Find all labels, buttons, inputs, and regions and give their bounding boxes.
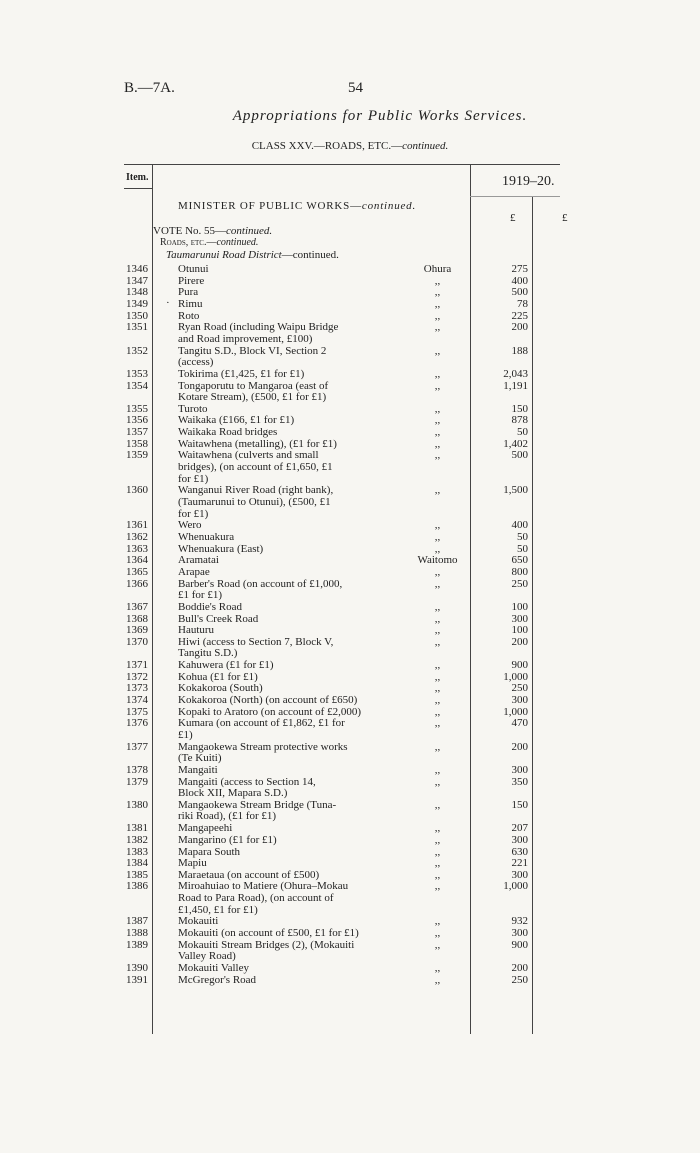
- item-number: 1348: [126, 286, 148, 299]
- item-number: 1378: [126, 763, 148, 776]
- item-column-header: Item.: [126, 172, 149, 183]
- item-number: 1358: [126, 437, 148, 450]
- item-number: 1351: [126, 321, 148, 334]
- district-name: ,,: [434, 973, 441, 986]
- item-number: 1360: [126, 484, 148, 497]
- district-name: ,,: [434, 321, 441, 334]
- item-amount: 400: [511, 519, 528, 532]
- item-amount: 300: [511, 763, 528, 776]
- district-name: ,,: [434, 309, 441, 322]
- item-description: Mangaiti: [178, 763, 218, 776]
- district-name: ,,: [434, 962, 441, 974]
- item-amount: 1,000: [503, 705, 528, 718]
- district-name: ,,: [434, 600, 441, 613]
- item-description: Wanganui River Road (right bank), (Taumarunui to Otunui), (£500, £1 for £1): [178, 484, 334, 520]
- district-name: ,,: [434, 379, 441, 392]
- district-name: ,,: [434, 612, 441, 625]
- item-amount: 100: [511, 600, 528, 613]
- item-description: Waikaka Road bridges: [178, 426, 278, 439]
- item-description: Kokakoroa (North) (on account of £650): [178, 694, 358, 707]
- pound-sign-left: £: [510, 212, 516, 224]
- district-heading-suffix: —continued.: [281, 249, 339, 261]
- item-number: 1375: [126, 705, 148, 718]
- class-heading-suffix: continued.: [402, 140, 449, 152]
- item-description: Kokakoroa (South): [178, 682, 263, 695]
- district-name: ,,: [434, 344, 441, 357]
- item-description: Turoto: [178, 402, 208, 415]
- item-number: 1352: [126, 344, 148, 357]
- item-number: 1386: [126, 880, 148, 893]
- item-amount: 932: [511, 915, 528, 928]
- item-amount: 470: [511, 717, 528, 730]
- item-number: 1372: [126, 670, 148, 683]
- item-amount: 188: [511, 344, 528, 357]
- item-amount: 900: [511, 938, 528, 951]
- district-name: ,,: [434, 274, 441, 287]
- item-amount: 2,043: [503, 367, 528, 380]
- district-name: ,,: [434, 542, 441, 555]
- district-name: ,,: [434, 437, 441, 450]
- district-name: ,,: [434, 845, 441, 858]
- item-description: Tongaporutu to Mangaroa (east of Kotare Stream), (£500, £1 for £1): [178, 379, 329, 404]
- item-description: Hiwi (access to Section 7, Block V, Tangitu S.D.): [178, 635, 334, 660]
- district-name: ,,: [434, 449, 441, 462]
- district-name: ,,: [434, 880, 441, 893]
- district-name: ,,: [434, 763, 441, 776]
- document-reference: B.—7A.: [124, 80, 175, 96]
- item-description: Kahuwera (£1 for £1): [178, 659, 274, 672]
- year-underline: [470, 196, 560, 197]
- district-name: ,,: [434, 822, 441, 835]
- header-bottom-rule: [124, 188, 152, 189]
- item-amount: 207: [511, 822, 528, 835]
- district-name: ,,: [434, 367, 441, 380]
- item-number: 1366: [126, 577, 148, 590]
- district-name: ,,: [434, 868, 441, 881]
- item-amount: 300: [511, 612, 528, 625]
- district-name: ,,: [434, 775, 441, 788]
- item-number: 1382: [126, 833, 148, 846]
- district-name: ,,: [434, 530, 441, 543]
- item-amount: 800: [511, 565, 528, 578]
- item-amount: 78: [517, 297, 528, 310]
- roads-heading-suffix: continued.: [216, 237, 259, 248]
- item-description: Arapae: [178, 565, 210, 578]
- item-description: Hauturu: [178, 624, 215, 637]
- item-number: 1388: [126, 927, 148, 940]
- item-number: 1379: [126, 775, 148, 788]
- item-description: Ryan Road (including Waipu Bridge and Road improvement, £100): [178, 321, 339, 345]
- item-number: 1391: [126, 973, 148, 986]
- item-description: Mangaokewa Stream protective works (Te Kuiti): [178, 740, 348, 765]
- item-description: Whenuakura: [178, 530, 235, 543]
- item-amount: 300: [511, 833, 528, 846]
- item-description: Tokirima (£1,425, £1 for £1): [178, 367, 305, 380]
- item-amount: 200: [511, 635, 528, 648]
- item-amount: 150: [511, 798, 528, 811]
- district-name: ,,: [434, 857, 441, 870]
- item-description: Miroahuiao to Matiere (Ohura–Mokau Road to Para Road), (on account of £1,450, £1 for £1): [178, 880, 349, 916]
- year-column-header: 1919–20.: [502, 174, 555, 189]
- item-description: Kumara (on account of £1,862, £1 for £1): [178, 717, 345, 741]
- district-name: ,,: [434, 635, 441, 648]
- item-amount: 221: [511, 857, 528, 870]
- district-name: ,,: [434, 705, 441, 718]
- item-number: 1355: [126, 402, 148, 415]
- item-description: Mokauiti Stream Bridges (2), (Mokauiti Valley Road): [178, 938, 355, 963]
- district-name: Ohura: [423, 263, 452, 275]
- item-amount: 630: [511, 845, 528, 858]
- item-description: Mokauiti (on account of £500, £1 for £1): [178, 927, 359, 940]
- item-number: 1354: [126, 379, 148, 392]
- item-description: Aramatai: [178, 554, 219, 567]
- item-amount: 1,191: [503, 379, 528, 392]
- district-name: ,,: [434, 659, 441, 672]
- district-heading-text: Taumarunui Road District: [166, 249, 282, 261]
- item-description: Whenuakura (East): [178, 542, 264, 555]
- item-amount: 200: [511, 740, 528, 753]
- item-number: 1350: [126, 309, 148, 322]
- item-number: 1373: [126, 682, 148, 695]
- vote-heading-suffix: continued.: [226, 225, 273, 237]
- item-description: Mangapeehi: [178, 822, 233, 835]
- item-description: Waikaka (£166, £1 for £1): [178, 414, 295, 427]
- district-name: ,,: [434, 402, 441, 415]
- item-description: Tangitu S.D., Block VI, Section 2 (access): [178, 344, 327, 369]
- district-name: ,,: [434, 426, 441, 439]
- page-title-text: Appropriations for Public Works Services.: [232, 108, 528, 124]
- district-name: ,,: [434, 519, 441, 532]
- item-number: 1356: [126, 414, 148, 427]
- header-top-rule: [124, 164, 560, 165]
- item-amount: 1,000: [503, 880, 528, 893]
- item-amount: 500: [511, 449, 528, 462]
- item-description: Mokauiti: [178, 915, 219, 928]
- item-description: Pura: [178, 286, 199, 299]
- item-description: Waitawhena (metalling), (£1 for £1): [178, 437, 337, 450]
- district-name: ,,: [434, 624, 441, 637]
- item-amount: 650: [511, 554, 528, 567]
- item-amount: 1,402: [503, 437, 528, 450]
- item-amount: 300: [511, 694, 528, 707]
- district-name: ,,: [434, 740, 441, 753]
- district-name: ,,: [434, 297, 441, 310]
- item-description: Roto: [178, 309, 200, 322]
- district-name: ,,: [434, 577, 441, 590]
- item-number: 1361: [126, 519, 148, 532]
- item-amount: 1,000: [503, 670, 528, 683]
- item-number: 1374: [126, 694, 148, 707]
- item-amount: 300: [511, 868, 528, 881]
- district-name: ,,: [434, 682, 441, 695]
- item-amount: 900: [511, 659, 528, 672]
- item-number: 1385: [126, 868, 148, 881]
- item-description: Barber's Road (on account of £1,000, £1 for £1): [178, 577, 343, 602]
- item-amount: 350: [511, 775, 528, 788]
- item-number: 1364: [126, 554, 148, 567]
- item-description: Mapiu: [178, 857, 207, 870]
- page-title: [0, 108, 700, 125]
- item-description: Mangarino (£1 for £1): [178, 833, 277, 846]
- item-description: Waitawhena (culverts and small bridges), (on account of £1,650, £1 for £1): [178, 449, 333, 485]
- item-number: 1362: [126, 530, 148, 543]
- class-heading: [0, 140, 700, 152]
- district-name: ,,: [434, 484, 441, 497]
- item-description: Pirere: [178, 274, 205, 287]
- district-name: ,,: [434, 798, 441, 811]
- vote-heading-text: VOTE No. 55—: [153, 225, 227, 237]
- item-number: 1368: [126, 612, 148, 625]
- district-name: ,,: [434, 670, 441, 683]
- class-heading-text: CLASS XXV.—ROADS, ETC.—: [251, 140, 403, 152]
- district-name: ,,: [434, 414, 441, 427]
- district-name: ,,: [434, 565, 441, 578]
- item-amount: 50: [517, 426, 528, 439]
- item-number: 1380: [126, 798, 148, 811]
- item-description: Mangaiti (access to Section 14, Block XII, Mapara S.D.): [178, 775, 316, 800]
- item-description: Otunui: [178, 263, 209, 275]
- item-amount: 275: [511, 263, 528, 275]
- item-number: 1389: [126, 938, 148, 951]
- item-description: Kopaki to Aratoro (on account of £2,000): [178, 705, 361, 718]
- district-name: ,,: [434, 927, 441, 940]
- item-amount: 878: [511, 414, 528, 427]
- item-description: Rimu: [178, 297, 203, 310]
- district-name: Waitomo: [417, 554, 458, 567]
- item-description: Kohua (£1 for £1): [178, 670, 258, 683]
- item-number: 1349: [126, 297, 148, 310]
- item-description: Mokauiti Valley: [178, 962, 249, 974]
- item-amount: 1,500: [503, 484, 528, 497]
- item-number: 1383: [126, 845, 148, 858]
- roads-heading: [160, 237, 258, 248]
- item-number: 1376: [126, 717, 148, 730]
- vote-heading: [153, 225, 272, 237]
- item-number: 1347: [126, 274, 148, 287]
- item-number: 1381: [126, 822, 148, 835]
- item-description: Mapara South: [178, 845, 241, 858]
- item-number: 1371: [126, 659, 148, 672]
- item-number: 1346: [126, 263, 148, 275]
- item-description: Wero: [178, 519, 202, 532]
- district-name: ,,: [434, 694, 441, 707]
- district-name: ,,: [434, 286, 441, 299]
- district-name: ,,: [434, 833, 441, 846]
- item-number: 1369: [126, 624, 148, 637]
- item-amount: 100: [511, 624, 528, 637]
- item-number: 1390: [126, 962, 148, 974]
- bullet-mark: ·: [166, 297, 170, 309]
- ministry-heading: [178, 200, 416, 212]
- item-amount: 225: [511, 309, 528, 322]
- item-amount: 250: [511, 682, 528, 695]
- item-number: 1387: [126, 915, 148, 928]
- item-number: 1365: [126, 565, 148, 578]
- district-heading: [166, 249, 339, 261]
- ministry-heading-suffix: continued.: [361, 200, 417, 212]
- item-number: 1367: [126, 600, 148, 613]
- item-amount: 50: [517, 530, 528, 543]
- district-name: ,,: [434, 915, 441, 928]
- district-name: ,,: [434, 717, 441, 730]
- item-number: 1363: [126, 542, 148, 555]
- item-amount: 500: [511, 286, 528, 299]
- item-amount: 200: [511, 321, 528, 334]
- item-amount: 150: [511, 402, 528, 415]
- item-description: Bull's Creek Road: [178, 612, 259, 625]
- item-description: Mangaokewa Stream Bridge (Tuna- riki Road), (£1 for £1): [178, 798, 337, 823]
- item-amount: 200: [511, 962, 528, 974]
- item-description: McGregor's Road: [178, 973, 257, 986]
- item-amount: 50: [517, 542, 528, 555]
- item-number: 1377: [126, 740, 148, 753]
- item-number: 1353: [126, 367, 148, 380]
- roads-heading-text: Roads, etc.—: [160, 237, 217, 248]
- item-amount: 300: [511, 927, 528, 940]
- item-number: 1370: [126, 635, 148, 648]
- ministry-heading-text: MINISTER OF PUBLIC WORKS—: [178, 200, 362, 212]
- pound-sign-right: £: [562, 212, 568, 224]
- item-column-rule: [152, 164, 153, 1034]
- item-amount: 250: [511, 577, 528, 590]
- item-number: 1359: [126, 449, 148, 462]
- item-amount: 250: [511, 973, 528, 986]
- district-name: ,,: [434, 938, 441, 951]
- amount-split-rule: [532, 196, 533, 1034]
- item-description: Maraetaua (on account of £500): [178, 868, 320, 881]
- item-description: Boddie's Road: [178, 600, 243, 613]
- item-number: 1357: [126, 426, 148, 439]
- page-number: 54: [348, 80, 363, 96]
- item-amount: 400: [511, 274, 528, 287]
- item-number: 1384: [126, 857, 148, 870]
